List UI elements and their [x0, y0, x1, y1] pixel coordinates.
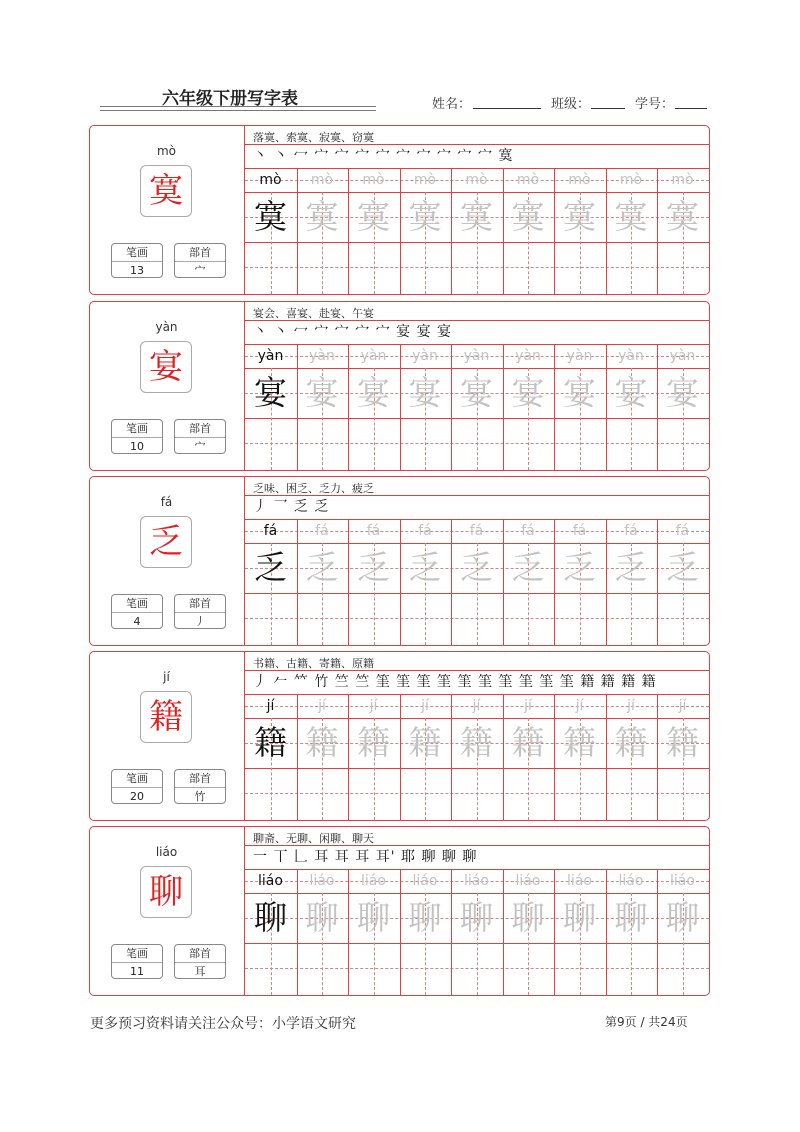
stroke-order: 丶 丶 冖 宀 宀 宀 宀 宴 宴 宴 — [253, 324, 453, 340]
character-info-panel — [90, 652, 245, 820]
pinyin-trace: yàn — [309, 348, 335, 364]
character-trace[interactable]: 宴 — [563, 373, 596, 412]
stroke-count-box — [111, 243, 163, 278]
pinyin-trace: liáo — [412, 873, 438, 889]
character-trace[interactable]: 聊 — [563, 898, 596, 937]
character-trace[interactable]: 宴 — [408, 373, 442, 412]
character-trace[interactable]: 籍 — [460, 723, 493, 762]
pinyin-model: mò — [259, 172, 282, 188]
pinyin-trace: mò — [310, 172, 334, 188]
character-trace[interactable]: 籍 — [563, 723, 596, 762]
stroke-count-label: 笔画 — [112, 945, 162, 963]
number-field[interactable] — [675, 108, 707, 109]
pinyin-trace: mò — [362, 172, 385, 188]
pinyin-trace: liáo — [618, 873, 644, 889]
character-trace[interactable]: 籍 — [305, 723, 339, 762]
pinyin-label: fá — [160, 495, 173, 509]
character-trace[interactable]: 寞 — [357, 197, 390, 236]
pinyin-trace: mò — [516, 172, 540, 188]
radical-label: 部首 — [175, 945, 225, 963]
character-display: 籍 — [140, 691, 192, 743]
character-card — [89, 476, 710, 646]
pinyin-trace: liáo — [464, 873, 489, 889]
radical-value: 竹 — [194, 790, 206, 803]
stroke-order: 一 丅 𠃊 耳 耳 耳 耳' 耶 聊 聊 聊 — [253, 849, 478, 865]
pinyin-trace: yàn — [412, 348, 438, 364]
character-trace[interactable]: 宴 — [460, 373, 493, 412]
name-label: 姓名： — [432, 97, 472, 112]
pinyin-trace: liáo — [567, 873, 592, 889]
page-title: 六年级下册写字表 — [162, 89, 298, 109]
pinyin-trace: yàn — [515, 348, 541, 364]
pinyin-trace: mò — [568, 172, 591, 188]
stroke-count-value: 4 — [133, 615, 141, 628]
character-trace[interactable]: 乏 — [511, 548, 545, 587]
character-display: 聊 — [140, 866, 192, 918]
pinyin-trace: fá — [521, 523, 535, 539]
character-model: 乏 — [254, 548, 287, 587]
character-trace[interactable]: 聊 — [460, 898, 493, 937]
pinyin-model: liáo — [258, 873, 283, 889]
example-words: 书籍、古籍、寄籍、原籍 — [253, 657, 374, 670]
title-underline — [100, 106, 376, 107]
pinyin-trace: fá — [418, 523, 432, 539]
pinyin-label: liáo — [155, 845, 178, 859]
pinyin-trace: liáo — [309, 873, 335, 889]
character-trace[interactable]: 聊 — [408, 898, 442, 937]
pinyin-trace: jí — [524, 698, 532, 714]
pinyin-trace: fá — [572, 523, 587, 539]
character-model: 聊 — [254, 898, 287, 937]
practice-grid — [245, 477, 709, 645]
stroke-count-label: 笔画 — [112, 595, 162, 613]
page-header — [0, 0, 800, 120]
character-trace[interactable]: 乏 — [305, 548, 339, 587]
stroke-count-label: 笔画 — [112, 770, 162, 788]
character-card — [89, 826, 710, 996]
pinyin-trace: jí — [421, 698, 429, 714]
pinyin-trace: liáo — [361, 873, 386, 889]
name-field[interactable] — [473, 108, 541, 109]
radical-value: 耳 — [194, 965, 206, 978]
character-trace[interactable]: 寞 — [305, 197, 339, 236]
example-words: 乏味、困乏、乏力、疲乏 — [253, 482, 374, 495]
character-model: 寞 — [254, 197, 287, 236]
character-display: 乏 — [140, 516, 192, 568]
character-trace[interactable]: 宴 — [666, 373, 699, 412]
stroke-count-value: 10 — [130, 440, 144, 453]
stroke-count-box — [111, 769, 163, 804]
character-trace[interactable]: 宴 — [511, 373, 545, 412]
character-trace[interactable]: 宴 — [305, 373, 339, 412]
pinyin-trace: yàn — [566, 348, 593, 364]
pinyin-trace: yàn — [618, 348, 644, 364]
character-model: 籍 — [254, 723, 287, 762]
pinyin-trace: liáo — [670, 873, 695, 889]
radical-box — [174, 944, 226, 979]
practice-grid — [245, 652, 709, 820]
character-trace[interactable]: 乏 — [460, 548, 493, 587]
number-label: 学号： — [635, 97, 675, 112]
stroke-count-box — [111, 944, 163, 979]
example-words: 聊斋、无聊、闲聊、聊天 — [253, 832, 374, 845]
radical-label: 部首 — [175, 244, 225, 262]
character-trace[interactable]: 籍 — [614, 723, 648, 762]
character-info-panel — [90, 827, 245, 995]
radical-box — [174, 594, 226, 629]
pinyin-trace: liáo — [515, 873, 541, 889]
pinyin-trace: fá — [366, 523, 381, 539]
character-info-panel — [90, 302, 245, 470]
example-words: 宴会、喜宴、赴宴、午宴 — [253, 307, 374, 320]
pinyin-trace: fá — [469, 523, 484, 539]
class-label: 班级： — [551, 97, 591, 112]
character-trace[interactable]: 籍 — [357, 723, 390, 762]
character-trace[interactable]: 乏 — [666, 548, 699, 587]
pinyin-trace: jí — [627, 698, 635, 714]
character-trace[interactable]: 寞 — [511, 197, 545, 236]
pinyin-model: yàn — [257, 348, 284, 364]
pinyin-trace: jí — [678, 698, 687, 714]
stroke-count-label: 笔画 — [112, 244, 162, 262]
pinyin-trace: yàn — [463, 348, 490, 364]
pinyin-trace: fá — [624, 523, 638, 539]
practice-grid — [245, 126, 709, 294]
radical-value: 宀 — [194, 264, 206, 277]
character-card — [89, 125, 710, 295]
example-words: 落寞、索寞、寂寞、窃寞 — [253, 131, 374, 144]
pinyin-trace: fá — [675, 523, 690, 539]
pinyin-label: jí — [163, 670, 170, 684]
stroke-count-label: 笔画 — [112, 420, 162, 438]
character-trace[interactable]: 籍 — [666, 723, 699, 762]
page-number: 第9页 / 共24页 — [605, 1015, 688, 1029]
character-trace[interactable]: 寞 — [614, 197, 648, 236]
pinyin-trace: jí — [472, 698, 481, 714]
pinyin-trace: fá — [315, 523, 329, 539]
character-trace[interactable]: 聊 — [305, 898, 339, 937]
radical-value: 宀 — [194, 440, 206, 453]
character-trace[interactable]: 寞 — [408, 197, 442, 236]
pinyin-trace: yàn — [669, 348, 696, 364]
pinyin-label: mò — [156, 144, 177, 158]
title-underline-2 — [100, 110, 376, 111]
footer-note: 更多预习资料请关注公众号：小学语文研究 — [90, 1016, 356, 1032]
pinyin-trace: yàn — [360, 348, 387, 364]
character-info-panel — [90, 126, 245, 294]
character-trace[interactable]: 寞 — [563, 197, 596, 236]
character-trace[interactable]: 乏 — [357, 548, 390, 587]
pinyin-trace: mò — [413, 172, 437, 188]
character-trace[interactable]: 聊 — [511, 898, 545, 937]
pinyin-model: jí — [266, 698, 275, 714]
character-trace[interactable]: 聊 — [357, 898, 390, 937]
stroke-count-box — [111, 419, 163, 454]
character-trace[interactable]: 籍 — [408, 723, 442, 762]
character-trace[interactable]: 籍 — [511, 723, 545, 762]
character-trace[interactable]: 聊 — [614, 898, 648, 937]
radical-box — [174, 419, 226, 454]
stroke-order: 丿 𠂉 𥫗 竹 竺 竺 筀 筀 筀 筀 筀 筀 筀 筀 筀 筀 籍 籍 籍 籍 — [253, 674, 657, 690]
character-trace[interactable]: 聊 — [666, 898, 699, 937]
pinyin-model: fá — [263, 523, 278, 539]
pinyin-trace: mò — [619, 172, 643, 188]
character-trace[interactable]: 乏 — [614, 548, 648, 587]
practice-grid — [245, 302, 709, 470]
pinyin-label: yàn — [155, 320, 178, 334]
stroke-order: 丿 乛 乏 乏 — [253, 499, 330, 515]
character-trace[interactable]: 寞 — [666, 197, 699, 236]
radical-value: 丿 — [194, 615, 206, 628]
character-model: 宴 — [254, 373, 287, 412]
stroke-count-box — [111, 594, 163, 629]
radical-label: 部首 — [175, 770, 225, 788]
character-trace[interactable]: 乏 — [563, 548, 596, 587]
practice-grid — [245, 827, 709, 995]
pinyin-trace: mò — [671, 172, 694, 188]
character-trace[interactable]: 宴 — [614, 373, 648, 412]
radical-box — [174, 769, 226, 804]
radical-label: 部首 — [175, 420, 225, 438]
radical-box — [174, 243, 226, 278]
character-trace[interactable]: 乏 — [408, 548, 442, 587]
character-info-panel — [90, 477, 245, 645]
stroke-count-value: 20 — [130, 790, 144, 803]
character-card — [89, 651, 710, 821]
class-field[interactable] — [591, 108, 625, 109]
character-trace[interactable]: 宴 — [357, 373, 390, 412]
character-display: 宴 — [140, 341, 192, 393]
stroke-count-value: 11 — [130, 965, 144, 978]
pinyin-trace: mò — [465, 172, 488, 188]
character-display: 寞 — [140, 165, 192, 217]
stroke-order: 丶 丶 冖 宀 宀 宀 宀 宀 宀 宀 宀 宀 寞 — [253, 148, 514, 164]
character-card — [89, 301, 710, 471]
pinyin-trace: jí — [575, 698, 584, 714]
pinyin-trace: jí — [318, 698, 326, 714]
character-trace[interactable]: 寞 — [460, 197, 493, 236]
pinyin-trace: jí — [369, 698, 378, 714]
stroke-count-value: 13 — [130, 264, 144, 277]
radical-label: 部首 — [175, 595, 225, 613]
